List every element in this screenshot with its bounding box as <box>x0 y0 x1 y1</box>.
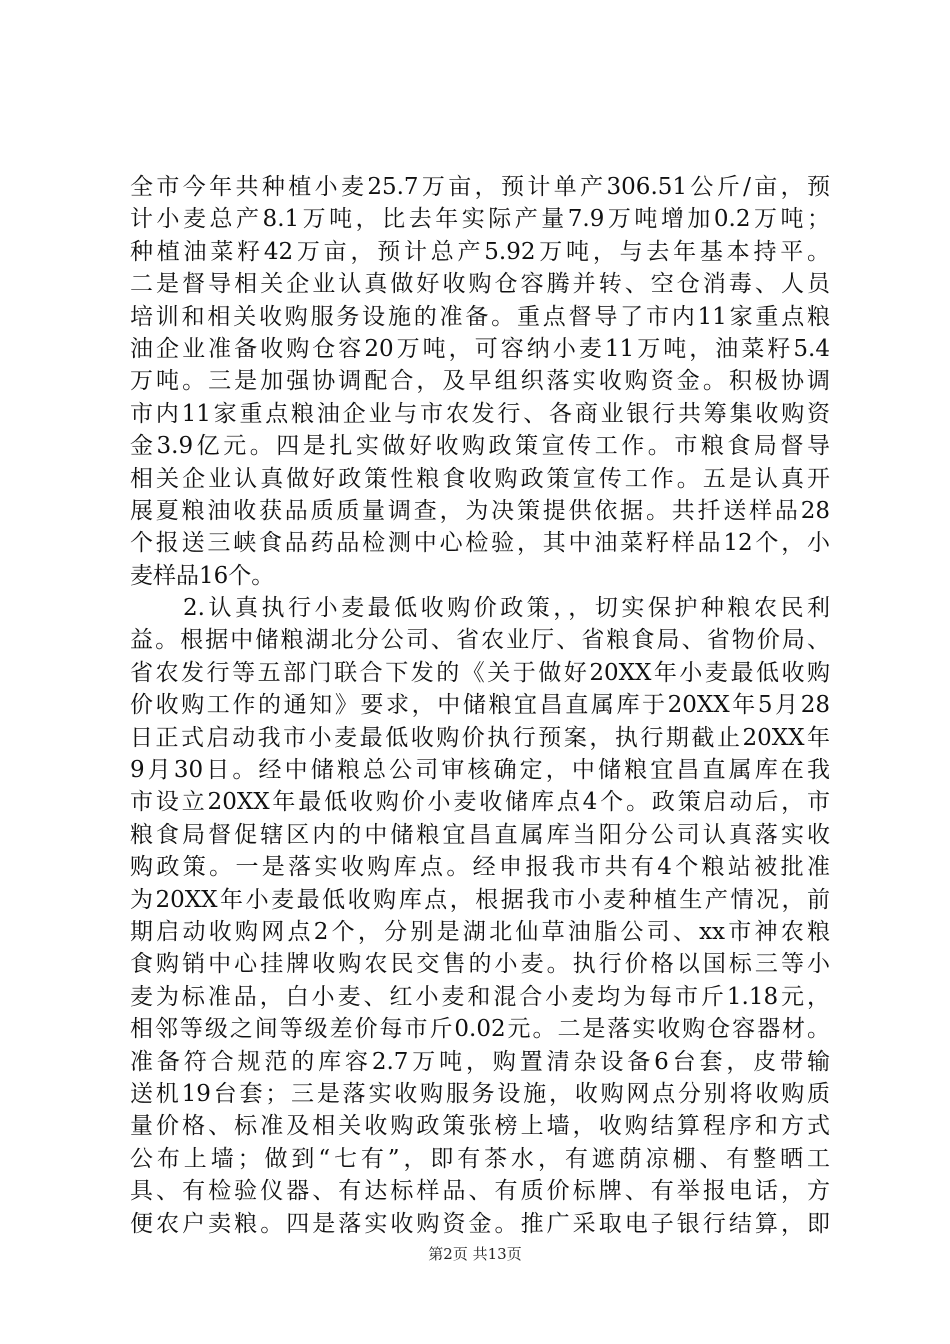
text-line-19: 9月30日。经中储粮总公司审核确定，中储粮宜昌直属库在我 <box>130 757 830 784</box>
text-line-3: 种植油菜籽42万亩，预计总产5.92万吨，与去年基本持平。 <box>130 238 830 265</box>
text-line-24: 期启动收购网点2个，分别是湖北仙草油脂公司、xx市神农粮 <box>130 918 830 945</box>
text-line-28: 准备符合规范的库容2.7万吨，购置清杂设备6台套，皮带输 <box>130 1048 830 1075</box>
text-line-27: 相邻等级之间等级差价每市斤0.02元。二是落实收购仓容器材。 <box>130 1016 830 1043</box>
text-line-22: 购政策。一是落实收购库点。经申报我市共有4个粮站被批准 <box>130 854 830 881</box>
text-line-11: 展夏粮油收获品质质量调查，为决策提供依据。共扦送样品28 <box>130 497 830 524</box>
text-line-1: 全市今年共种植小麦25.7万亩，预计单产306.51公斤/亩，预 <box>130 174 830 200</box>
text-line-15: 益。根据中储粮湖北分公司、省农业厅、省粮食局、省物价局、 <box>130 627 830 654</box>
text-line-30: 量价格、标准及相关收购政策张榜上墙，收购结算程序和方式 <box>130 1113 830 1140</box>
text-line-23: 为20XX年小麦最低收购库点，根据我市小麦种植生产情况，前 <box>130 886 830 913</box>
text-line-14: 2.认真执行小麦最低收购价政策，，切实保护种粮农民利 <box>130 595 830 622</box>
text-line-17: 价收购工作的通知》要求，中储粮宜昌直属库于20XX年5月28 <box>130 692 830 719</box>
text-line-26: 麦为标准品，白小麦、红小麦和混合小麦均为每市斤1.18元， <box>130 983 830 1010</box>
text-line-33: 便农户卖粮。四是落实收购资金。推广采取电子银行结算，即 <box>130 1210 830 1237</box>
text-line-13: 麦样品16个。 <box>130 562 275 589</box>
text-line-20: 市设立20XX年最低收购价小麦收储库点4个。政策启动后，市 <box>130 789 830 816</box>
text-line-25: 食购销中心挂牌收购农民交售的小麦。执行价格以国标三等小 <box>130 951 830 978</box>
text-line-12: 个报送三峡食品药品检测中心检验，其中油菜籽样品12个，小 <box>130 530 830 557</box>
text-line-8: 市内11家重点粮油企业与市农发行、各商业银行共筹集收购资 <box>130 400 830 427</box>
text-line-18: 日正式启动我市小麦最低收购价执行预案，执行期截止20XX年 <box>130 724 830 751</box>
text-line-2: 计小麦总产8.1万吨，比去年实际产量7.9万吨增加0.2万吨； <box>130 206 830 233</box>
text-line-9: 金3.9亿元。四是扎实做好收购政策宣传工作。市粮食局督导 <box>130 433 830 460</box>
text-line-32: 具、有检验仪器、有达标样品、有质价标牌、有举报电话，方 <box>130 1178 830 1205</box>
page-number-footer: 第2页 共13页 <box>428 1245 522 1263</box>
text-line-5: 培训和相关收购服务设施的准备。重点督导了市内11家重点粮 <box>130 303 830 330</box>
text-line-6: 油企业准备收购仓容20万吨，可容纳小麦11万吨，油菜籽5.4 <box>130 335 830 362</box>
text-line-16: 省农发行等五部门联合下发的《关于做好20XX年小麦最低收购 <box>130 659 830 686</box>
text-line-10: 相关企业认真做好政策性粮食收购政策宣传工作。五是认真开 <box>130 465 830 492</box>
text-line-29: 送机19台套；三是落实收购服务设施，收购网点分别将收购质 <box>130 1080 830 1107</box>
text-line-21: 粮食局督促辖区内的中储粮宜昌直属库当阳分公司认真落实收 <box>130 821 830 848</box>
text-line-4: 二是督导相关企业认真做好收购仓容腾并转、空仓消毒、人员 <box>130 271 830 298</box>
text-line-31: 公布上墙；做到“七有”，即有茶水，有遮荫凉棚、有整晒工 <box>130 1145 830 1172</box>
text-line-7: 万吨。三是加强协调配合，及早组织落实收购资金。积极协调 <box>130 368 830 395</box>
body-text <box>130 171 830 1240</box>
